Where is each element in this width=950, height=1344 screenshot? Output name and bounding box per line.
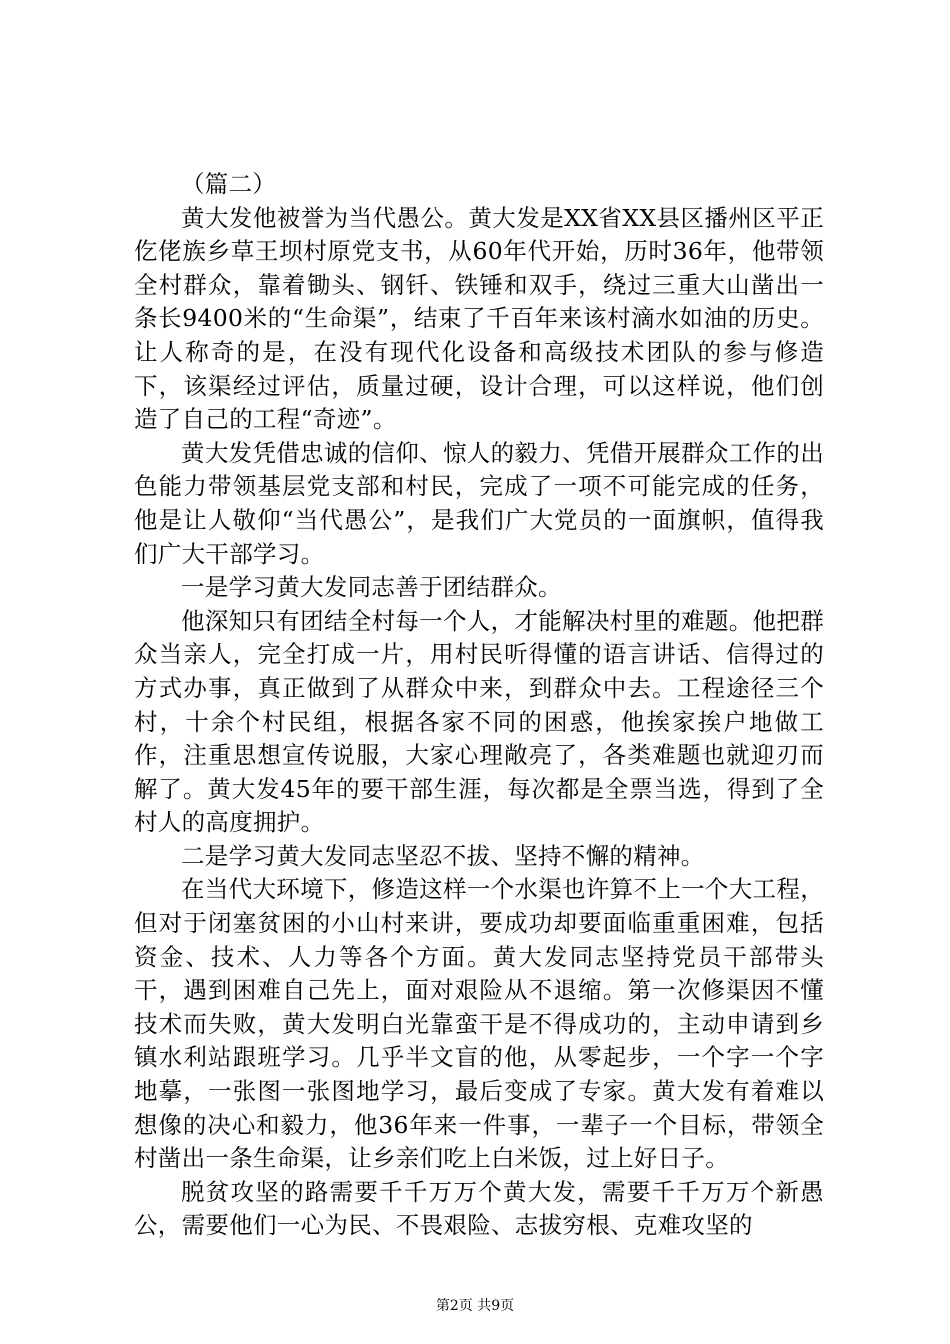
paragraph: 黄大发凭借忠诚的信仰、惊人的毅力、凭借开展群众工作的出色能力带领基层党支部和村民，完成了一项不可能完成的任务，他是让人敬仰“当代愚公”，是我们广大党员的一面旗帜，值得我们广大干部学习。	[134, 438, 824, 568]
page-number-footer: 第2页 共9页	[435, 1298, 515, 1314]
paragraph: 二是学习黄大发同志坚忍不拔、坚持不懈的精神。	[181, 841, 705, 870]
section-heading: （篇二）	[181, 170, 277, 198]
paragraph: 黄大发他被誉为当代愚公。黄大发是XX省XX县区播州区平正仡佬族乡草王坝村原党支书，从60年代开始，历时36年，他带领全村群众，靠着锄头、钢钎、铁锤和双手，绕过三重大山凿出一条长9400米的“生命渠”，结束了千百年来该村滴水如油的历史。让人称奇的是，在没有现代化设备和高级技术团队的参与修造下，该渠经过评估，质量过硬，设计合理，可以这样说，他们创造了自己的工程“奇迹”。	[134, 203, 824, 434]
paragraph: 在当代大环境下，修造这样一个水渠也许算不上一个大工程，但对于闭塞贫困的小山村来讲，要成功却要面临重重困难，包括资金、技术、人力等各个方面。黄大发同志坚持党员干部带头干，遇到困难自己先上，面对艰险从不退缩。第一次修渠因不懂技术而失败，黄大发明白光靠蛮干是不得成功的，主动申请到乡镇水利站跟班学习。几乎半文盲的他，从零起步，一个字一个字地摹，一张图一张图地学习，最后变成了专家。黄大发有着难以想像的决心和毅力，他36年来一件事，一辈子一个目标，带领全村凿出一条生命渠，让乡亲们吃上白米饭，过上好日子。	[134, 875, 824, 1173]
paragraph: 他深知只有团结全村每一个人，才能解决村里的难题。他把群众当亲人，完全打成一片，用村民听得懂的语言讲话、信得过的方式办事，真正做到了从群众中来，到群众中去。工程途径三个村，十余个村民组，根据各家不同的困惑，他挨家挨户地做工作，注重思想宣传说服，大家心理敞亮了，各类难题也就迎刃而解了。黄大发45年的要干部生涯，每次都是全票当选，得到了全村人的高度拥护。	[134, 606, 824, 837]
paragraph: 脱贫攻坚的路需要千千万万个黄大发，需要千千万万个新愚公，需要他们一心为民、不畏艰险、志拔穷根、克难攻坚的	[134, 1177, 824, 1240]
paragraph: 一是学习黄大发同志善于团结群众。	[181, 573, 562, 602]
document-body	[134, 168, 824, 1243]
